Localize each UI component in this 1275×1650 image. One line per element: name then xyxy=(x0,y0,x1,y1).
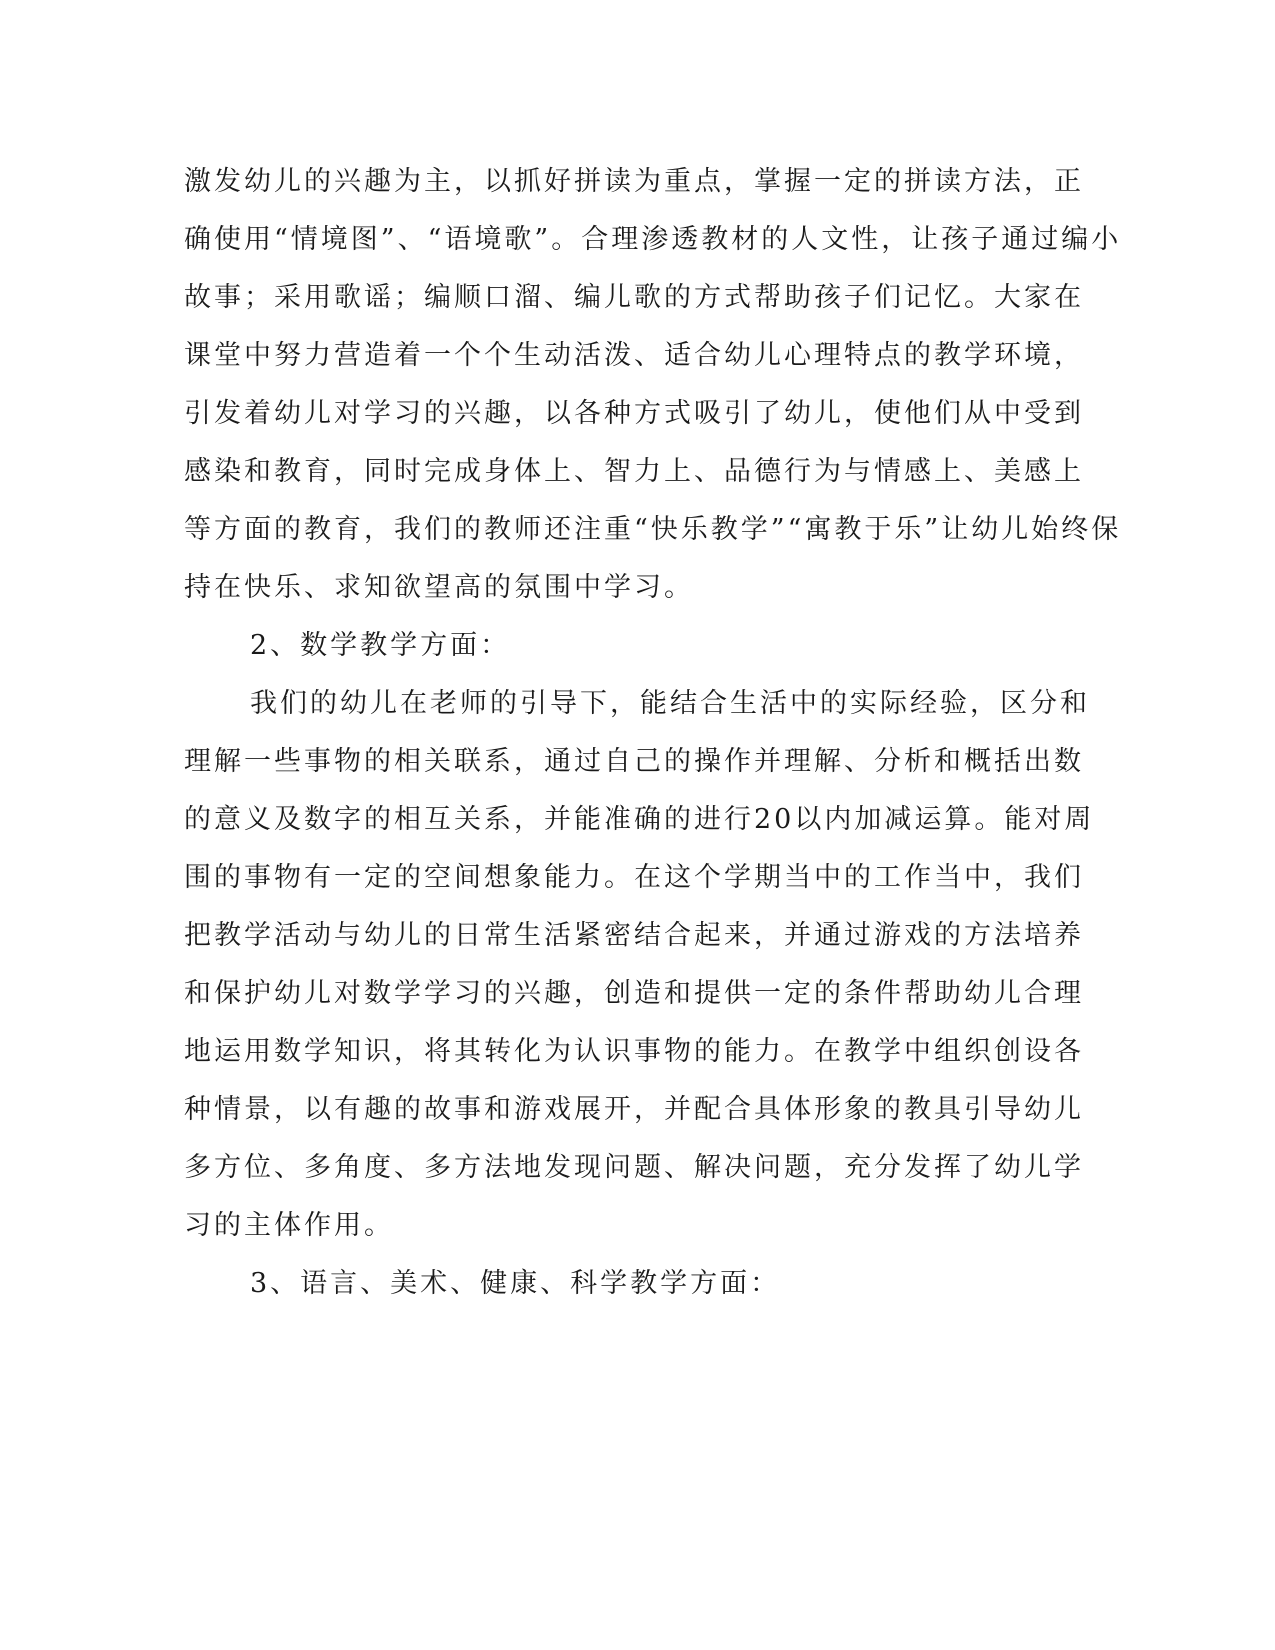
paragraph-line: 确使用“情境图”、“语境歌”。合理渗透教材的人文性，让孩子通过编小 xyxy=(184,224,1122,255)
paragraph-line: 种情景，以有趣的故事和游戏展开，并配合具体形象的教具引导幼儿 xyxy=(184,1094,1084,1125)
section-heading-language-art: 3、语言、美术、健康、科学教学方面： xyxy=(250,1268,781,1299)
paragraph-line: 把教学活动与幼儿的日常生活紧密结合起来，并通过游戏的方法培养 xyxy=(184,920,1084,951)
paragraph-line: 的意义及数字的相互关系，并能准确的进行20以内加减运算。能对周 xyxy=(184,804,1095,835)
paragraph-line: 持在快乐、求知欲望高的氛围中学习。 xyxy=(184,572,694,603)
paragraph-line: 我们的幼儿在老师的引导下，能结合生活中的实际经验，区分和 xyxy=(250,688,1090,719)
paragraph-line: 等方面的教育，我们的教师还注重“快乐教学”“寓教于乐”让幼儿始终保 xyxy=(184,514,1122,545)
paragraph-line: 激发幼儿的兴趣为主，以抓好拼读为重点，掌握一定的拼读方法，正 xyxy=(184,166,1084,197)
paragraph-line: 围的事物有一定的空间想象能力。在这个学期当中的工作当中，我们 xyxy=(184,862,1084,893)
paragraph-line: 习的主体作用。 xyxy=(184,1210,394,1241)
paragraph-line: 多方位、多角度、多方法地发现问题、解决问题，充分发挥了幼儿学 xyxy=(184,1152,1084,1183)
paragraph-line: 和保护幼儿对数学学习的兴趣，创造和提供一定的条件帮助幼儿合理 xyxy=(184,978,1084,1009)
paragraph-line: 理解一些事物的相关联系，通过自己的操作并理解、分析和概括出数 xyxy=(184,746,1084,777)
paragraph-line: 感染和教育，同时完成身体上、智力上、品德行为与情感上、美感上 xyxy=(184,456,1084,487)
paragraph-line: 引发着幼儿对学习的兴趣，以各种方式吸引了幼儿，使他们从中受到 xyxy=(184,398,1084,429)
paragraph-line: 课堂中努力营造着一个个生动活泼、适合幼儿心理特点的教学环境， xyxy=(184,340,1084,371)
paragraph-line: 地运用数学知识，将其转化为认识事物的能力。在教学中组织创设各 xyxy=(184,1036,1084,1067)
section-heading-math: 2、数学教学方面： xyxy=(250,630,511,661)
paragraph-line: 故事；采用歌谣；编顺口溜、编儿歌的方式帮助孩子们记忆。大家在 xyxy=(184,282,1084,313)
